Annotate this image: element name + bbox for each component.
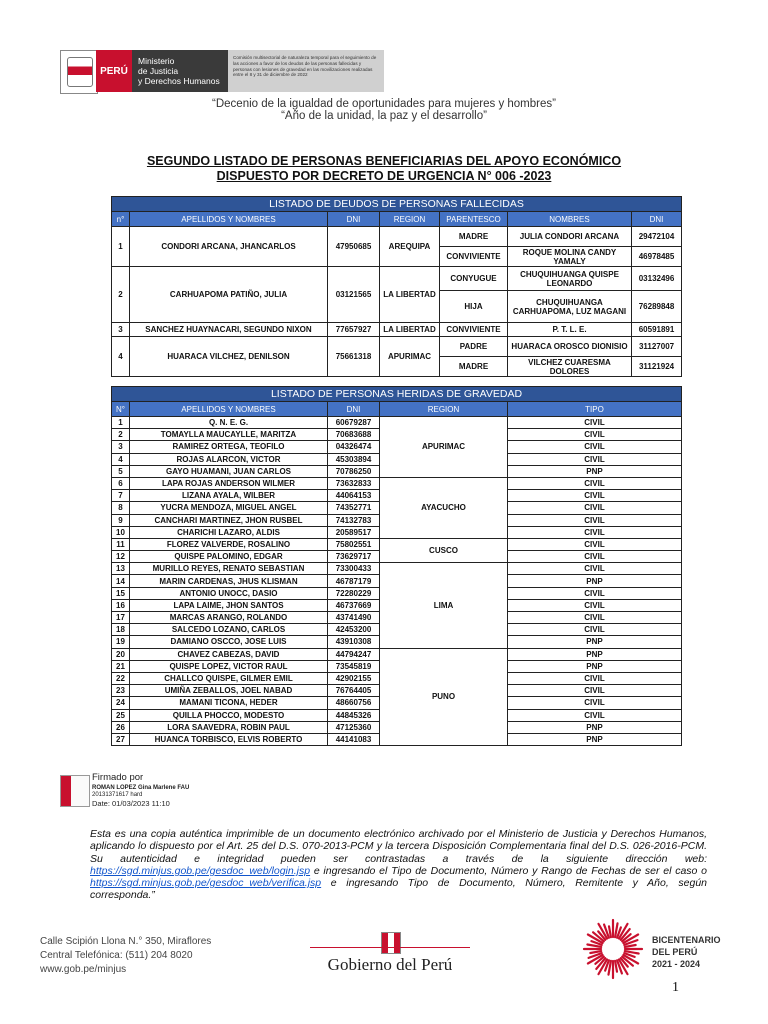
deceased-name: CONDORI ARCANA, JHANCARLOS (130, 227, 328, 267)
logo-ray (625, 945, 636, 947)
injury-type: PNP (508, 648, 682, 660)
col-header: NOMBRES (508, 212, 632, 227)
injured-name: HUANCA TORBISCO, ELVIS ROBERTO (130, 733, 328, 745)
row-number: 13 (112, 563, 130, 575)
row-number: 24 (112, 697, 130, 709)
signature-logo-icon (60, 775, 90, 807)
relative-name: VILCHEZ CUARESMA DOLORES (508, 357, 632, 377)
injured-name: LIZANA AYALA, WILBER (130, 490, 328, 502)
injured-dni: 44794247 (328, 648, 380, 660)
col-header: REGION (380, 402, 508, 417)
footer-address: Calle Scipión Llona N.° 350, Miraflores (40, 936, 212, 947)
injured-dni: 43910308 (328, 636, 380, 648)
col-header: DNI (632, 212, 682, 227)
injured-name: GAYO HUAMANI, JUAN CARLOS (130, 465, 328, 477)
injury-type: CIVIL (508, 453, 682, 465)
relative-dni: 60591891 (632, 323, 682, 337)
injured-dni: 20589517 (328, 526, 380, 538)
injury-type: CIVIL (508, 599, 682, 611)
injury-type: CIVIL (508, 502, 682, 514)
injured-dni: 73545819 (328, 660, 380, 672)
row-number: 4 (112, 453, 130, 465)
injured-dni: 42902155 (328, 672, 380, 684)
ministry-name: Ministerio de Justicia y Derechos Humanos (132, 50, 228, 92)
table-row (112, 227, 682, 247)
injury-type: CIVIL (508, 709, 682, 721)
relative-name: JULIA CONDORI ARCANA (508, 227, 632, 247)
table-row (112, 417, 682, 429)
row-number: 9 (112, 514, 130, 526)
table-row (112, 538, 682, 550)
relative-name: ROQUE MOLINA CANDY YAMALY (508, 247, 632, 267)
row-number: 20 (112, 648, 130, 660)
injury-type: PNP (508, 660, 682, 672)
deceased-region: LA LIBERTAD (380, 323, 440, 337)
motto-decade: “Decenio de la igualdad de oportunidades para mujeres y hombres” (212, 98, 556, 110)
footer-phone: Central Telefónica: (511) 204 8020 (40, 950, 193, 961)
injury-type: CIVIL (508, 514, 682, 526)
deceased-dni: 75661318 (328, 337, 380, 377)
injured-name: ROJAS ALARCON, VICTOR (130, 453, 328, 465)
deceased-name: CARHUAPOMA PATIÑO, JULIA (130, 267, 328, 323)
injury-type: PNP (508, 575, 682, 587)
row-number: 6 (112, 477, 130, 489)
row-number: 1 (112, 417, 130, 429)
injury-type: CIVIL (508, 526, 682, 538)
row-number: 7 (112, 490, 130, 502)
relationship: MADRE (440, 227, 508, 247)
relative-name: P. T. L. E. (508, 323, 632, 337)
row-number: 10 (112, 526, 130, 538)
col-header: N° (112, 402, 130, 417)
table-row (112, 648, 682, 660)
injured-dni: 42453200 (328, 624, 380, 636)
injured-name: ANTONIO UNOCC, DASIO (130, 587, 328, 599)
col-header: PARENTESCO (440, 212, 508, 227)
row-number: 5 (112, 465, 130, 477)
injured-name: Q. N. E. G. (130, 417, 328, 429)
injury-type: CIVIL (508, 490, 682, 502)
page-number: 1 (672, 980, 679, 995)
deceased-table-title: LISTADO DE DEUDOS DE PERSONAS FALLECIDAS (112, 197, 682, 212)
injury-type: CIVIL (508, 551, 682, 563)
relationship: CONVIVIENTE (440, 247, 508, 267)
injured-name: MARCAS ARANGO, ROLANDO (130, 612, 328, 624)
table-row (112, 323, 682, 337)
injury-type: PNP (508, 636, 682, 648)
signed-by-label: Firmado por (92, 772, 144, 783)
logo-ray (590, 951, 601, 953)
injury-type: CIVIL (508, 587, 682, 599)
signer-name: ROMAN LOPEZ Gina Marlene FAU (92, 785, 190, 791)
col-header: n° (112, 212, 130, 227)
injured-name: UMIÑA ZEBALLOS, JOEL NABAD (130, 685, 328, 697)
row-number: 27 (112, 733, 130, 745)
injured-dni: 73632833 (328, 477, 380, 489)
relative-name: CHUQUIHUANGA CARHUAPOMA, LUZ MAGANI (508, 291, 632, 323)
injured-dni: 47125360 (328, 721, 380, 733)
injured-dni: 04326474 (328, 441, 380, 453)
injured-dni: 74132783 (328, 514, 380, 526)
commission-text: Comisión multisectorial de naturaleza temporal para el seguimiento de las acciones a favor de los deudos de las personas fallecidas y personas con lesiones de gravedad en las movilizaciones realizadas entre el 8 y 31 de diciembre de 2022 (228, 50, 384, 92)
deceased-table (111, 196, 682, 377)
col-header: APELLIDOS Y NOMBRES (130, 402, 328, 417)
row-number: 23 (112, 685, 130, 697)
relative-dni: 31127007 (632, 337, 682, 357)
injury-type: PNP (508, 733, 682, 745)
logo-ray (615, 961, 617, 972)
injured-dni: 73629717 (328, 551, 380, 563)
relationship: HIJA (440, 291, 508, 323)
bicentenario-label: BICENTENARIO DEL PERÚ 2021 - 2024 (652, 935, 721, 969)
injury-type: CIVIL (508, 612, 682, 624)
row-number: 3 (112, 441, 130, 453)
injury-type: CIVIL (508, 441, 682, 453)
injury-type: CIVIL (508, 538, 682, 550)
injury-type: CIVIL (508, 563, 682, 575)
row-number: 2 (112, 267, 130, 323)
row-number: 18 (112, 624, 130, 636)
footer-web: www.gob.pe/minjus (40, 964, 127, 975)
injured-dni: 76764405 (328, 685, 380, 697)
injured-name: QUISPE LOPEZ, VICTOR RAUL (130, 660, 328, 672)
injured-dni: 70786250 (328, 465, 380, 477)
injured-dni: 46737669 (328, 599, 380, 611)
deceased-name: SANCHEZ HUAYNACARI, SEGUNDO NIXON (130, 323, 328, 337)
row-number: 22 (112, 672, 130, 684)
injured-dni: 46787179 (328, 575, 380, 587)
logo-ray (609, 926, 611, 937)
col-header: REGION (380, 212, 440, 227)
injured-dni: 75802551 (328, 538, 380, 550)
relative-dni: 31121924 (632, 357, 682, 377)
col-header: TIPO (508, 402, 682, 417)
injury-type: CIVIL (508, 685, 682, 697)
row-number: 2 (112, 429, 130, 441)
row-number: 19 (112, 636, 130, 648)
injured-name: TOMAYLLA MAUCAYLLE, MARITZA (130, 429, 328, 441)
deceased-dni: 03121565 (328, 267, 380, 323)
injured-dni: 44064153 (328, 490, 380, 502)
injury-type: PNP (508, 465, 682, 477)
injury-type: CIVIL (508, 429, 682, 441)
injury-type: CIVIL (508, 417, 682, 429)
injured-name: SALCEDO LOZANO, CARLOS (130, 624, 328, 636)
document-subtitle: DISPUESTO POR DECRETO DE URGENCIA N° 006 -2023 (216, 169, 552, 183)
col-header: DNI (328, 402, 380, 417)
injured-name: CHAVEZ CABEZAS, DAVID (130, 648, 328, 660)
relationship: PADRE (440, 337, 508, 357)
injury-type: PNP (508, 721, 682, 733)
row-number: 12 (112, 551, 130, 563)
injured-name: CHALLCO QUISPE, GILMER EMIL (130, 672, 328, 684)
region-cell: APURIMAC (380, 417, 508, 478)
injured-name: FLOREZ VALVERDE, ROSALINO (130, 538, 328, 550)
bicentenario-logo-icon (582, 918, 644, 980)
injured-dni: 44845326 (328, 709, 380, 721)
row-number: 3 (112, 323, 130, 337)
injured-name: YUCRA MENDOZA, MIGUEL ANGEL (130, 502, 328, 514)
row-number: 25 (112, 709, 130, 721)
injured-dni: 43741490 (328, 612, 380, 624)
verify-link[interactable]: https://sgd.minjus.gob.pe/gesdoc_web/verifica.jsp (90, 877, 322, 890)
row-number: 16 (112, 599, 130, 611)
table-row (112, 477, 682, 489)
injured-name: CANCHARI MARTINEZ, JHON RUSBEL (130, 514, 328, 526)
injured-name: MURILLO REYES, RENATO SEBASTIAN (130, 563, 328, 575)
injury-type: CIVIL (508, 697, 682, 709)
injured-name: LAPA LAIME, JHON SANTOS (130, 599, 328, 611)
col-header: APELLIDOS Y NOMBRES (130, 212, 328, 227)
row-number: 21 (112, 660, 130, 672)
login-link[interactable]: https://sgd.minjus.gob.pe/gesdoc_web/login.jsp (90, 864, 311, 877)
injured-name: DAMIANO OSCCO, JOSE LUIS (130, 636, 328, 648)
injured-dni: 44141083 (328, 733, 380, 745)
injured-dni: 48660756 (328, 697, 380, 709)
injured-name: LAPA ROJAS ANDERSON WILMER (130, 477, 328, 489)
row-number: 4 (112, 337, 130, 377)
deceased-region: LA LIBERTAD (380, 267, 440, 323)
deceased-name: HUARACA VILCHEZ, DENILSON (130, 337, 328, 377)
relative-dni: 46978485 (632, 247, 682, 267)
injured-name: RAMIREZ ORTEGA, TEOFILO (130, 441, 328, 453)
gobierno-divider (310, 947, 470, 948)
signature-date: Date: 01/03/2023 11:10 (92, 799, 170, 808)
injury-type: CIVIL (508, 672, 682, 684)
signer-id: 20131371617 hard (92, 792, 143, 798)
injured-dni: 45303894 (328, 453, 380, 465)
row-number: 15 (112, 587, 130, 599)
injured-dni: 60679287 (328, 417, 380, 429)
document-title: SEGUNDO LISTADO DE PERSONAS BENEFICIARIAS DEL APOYO ECONÓMICO (146, 154, 622, 168)
injured-table-title: LISTADO DE PERSONAS HERIDAS DE GRAVEDAD (112, 387, 682, 402)
relationship: MADRE (440, 357, 508, 377)
injured-dni: 70683688 (328, 429, 380, 441)
coat-of-arms-icon (60, 50, 98, 94)
region-cell: CUSCO (380, 538, 508, 562)
injury-type: CIVIL (508, 624, 682, 636)
relative-name: CHUQUIHUANGA QUISPE LEONARDO (508, 267, 632, 291)
injured-name: MARIN CARDENAS, JHUS KLISMAN (130, 575, 328, 587)
gobierno-crest-icon (381, 932, 401, 954)
relative-dni: 03132496 (632, 267, 682, 291)
deceased-dni: 47950685 (328, 227, 380, 267)
row-number: 8 (112, 502, 130, 514)
injured-name: CHARICHI LAZARO, ALDIS (130, 526, 328, 538)
region-cell: AYACUCHO (380, 477, 508, 538)
relative-name: HUARACA OROSCO DIONISIO (508, 337, 632, 357)
deceased-dni: 77657927 (328, 323, 380, 337)
gobierno-label: Gobierno del Perú (327, 955, 453, 974)
region-cell: PUNO (380, 648, 508, 746)
injured-name: QUISPE PALOMINO, EDGAR (130, 551, 328, 563)
row-number: 11 (112, 538, 130, 550)
injured-name: LORA SAAVEDRA, ROBIN PAUL (130, 721, 328, 733)
relationship: CONYUGUE (440, 267, 508, 291)
injured-table (111, 386, 682, 746)
injured-dni: 74352771 (328, 502, 380, 514)
injured-dni: 73300433 (328, 563, 380, 575)
injured-dni: 72280229 (328, 587, 380, 599)
row-number: 1 (112, 227, 130, 267)
injured-name: MAMANI TICONA, HEDER (130, 697, 328, 709)
row-number: 26 (112, 721, 130, 733)
deceased-region: AREQUIPA (380, 227, 440, 267)
relationship: CONVIVIENTE (440, 323, 508, 337)
relative-dni: 29472104 (632, 227, 682, 247)
table-row (112, 563, 682, 575)
peru-badge: PERÚ (96, 50, 132, 92)
col-header: DNI (328, 212, 380, 227)
authenticity-notice: Esta es una copia auténtica imprimible de un documento electrónico archivado por el Ministerio de Justicia y Derechos Humanos, aplicando lo dispuesto por el Art. 25 del D.S. 070-2013-PCM y la tercera Disposición Complementaria final del D.S. 026-2016-PCM. Su autenticidad e integridad pueden ser contrastadas a través de la siguiente dirección web: https://sgd.minjus.gob.pe/gesdoc_web/login.jsp e ingresando el Tipo de Documento, Número y Rango de Fechas de ser el caso o https://sgd.minjus.gob.pe/gesdoc_web/verifica.jsp e ingresando Tipo de Documento, Número, Remitente y Año, según corresponda.” (90, 828, 707, 902)
row-number: 17 (112, 612, 130, 624)
relative-dni: 76289848 (632, 291, 682, 323)
table-row (112, 337, 682, 357)
injury-type: CIVIL (508, 477, 682, 489)
injured-name: QUILLA PHOCCO, MODESTO (130, 709, 328, 721)
table-row (112, 267, 682, 291)
row-number: 14 (112, 575, 130, 587)
region-cell: LIMA (380, 563, 508, 648)
deceased-region: APURIMAC (380, 337, 440, 377)
motto-year: “Año de la unidad, la paz y el desarrollo” (281, 110, 487, 122)
